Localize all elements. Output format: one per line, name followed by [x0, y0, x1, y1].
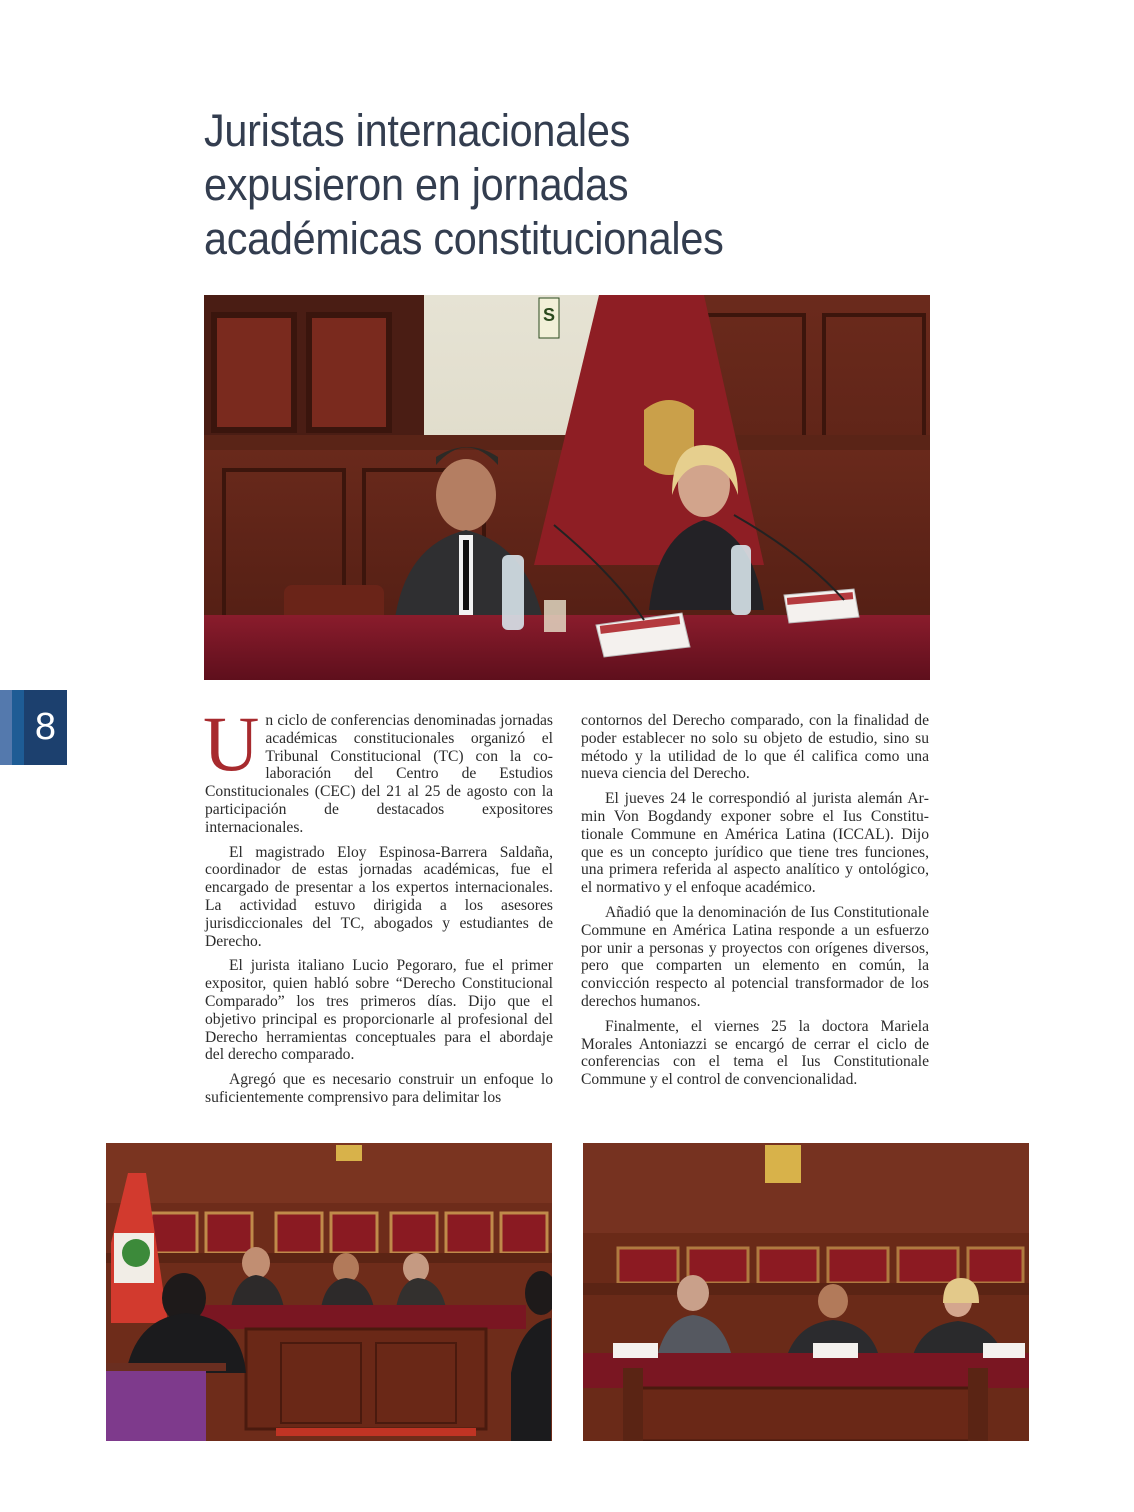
- paragraph-7: Añadió que la denominación de Ius Constitutionale Commune en América Latina responde a un esfuerzo por unir a personas y proyectos con orígenes diversos, pero que comparten un elemento en común, la convicción respecto al potencial transformador de los derechos humanos.: [581, 903, 929, 1010]
- bottom-left-photo: [106, 1143, 552, 1441]
- paragraph-5: contornos del Derecho comparado, con la finalidad de poder establecer no solo su objeto de estudio, sino su método y la utilidad de lo que él califica como una nueva ciencia del Derecho.: [581, 712, 929, 783]
- main-photo-image: [204, 295, 930, 680]
- bottom-right-photo-image: [583, 1143, 1029, 1441]
- paragraph-8: Finalmente, el viernes 25 la doctora Mariela Morales Antoniazzi se encargó de cerrar el ciclo de conferencias con el tema el Ius Constitutionale Commune y el control de convencionalidad.: [581, 1017, 929, 1089]
- page-number-tab: [0, 690, 67, 765]
- paragraph-6: El jueves 24 le correspondió al jurista alemán Armin Von Bogdandy exponer sobre el Ius Constitutionale Commune en América Latina (ICCAL). Dijo que es un concepto jurídico que tiene tres funciones, una primera referida al aspecto analítico y ontológico, el normativo y el enfoque académico.: [581, 790, 929, 897]
- paragraph-3: El jurista italiano Lucio Pegoraro, fue el primer expositor, quien habló sobre “Derecho Constitucional Comparado” los tres primeros días. Dijo que el objetivo principal es proporcionarle al profesional del Derecho herramientas conceptuales para el abordaje del derecho comparado.: [205, 957, 553, 1064]
- main-photo: [204, 295, 930, 680]
- paragraph-2: El magistrado Eloy Espinosa-Barrera Saldaña, coordinador de estas jornadas académicas, fue el encargado de presentar a los expertos internacionales. La actividad estuvo dirigida a los asesores jurisdiccionales del TC, abogados y estudiantes de Derecho.: [205, 843, 553, 950]
- paragraph-1-text: n ciclo de conferencias denominadas jornadas académicas constitucionales organizó el Tribunal Constitucional (TC) con la colaboración del Centro de Estudios Constitucionales (CEC) del 21 al 25 de agosto con la participación de destacados expositores internacionales.: [205, 712, 553, 836]
- bottom-left-photo-image: [106, 1143, 552, 1441]
- bottom-right-photo: [583, 1143, 1029, 1441]
- title-line-3: académicas constitucionales: [204, 213, 724, 264]
- tab-band-mid: [12, 690, 24, 765]
- paragraph-1: [203, 700, 553, 837]
- paragraph-4: Agregó que es necesario construir un enfoque lo suficientemente comprensivo para delimitar los: [205, 1071, 553, 1106]
- title-line-2: expusieron en jornadas: [204, 159, 629, 210]
- drop-cap: U: [203, 700, 260, 787]
- svg-text:S: S: [542, 305, 556, 325]
- article-column-left: [203, 700, 553, 1114]
- article-column-right: [581, 712, 929, 1096]
- title-line-1: Juristas internacionales: [204, 105, 631, 156]
- page-number: 8: [24, 690, 67, 765]
- article-title: [204, 104, 903, 266]
- tab-band-light: [0, 690, 12, 765]
